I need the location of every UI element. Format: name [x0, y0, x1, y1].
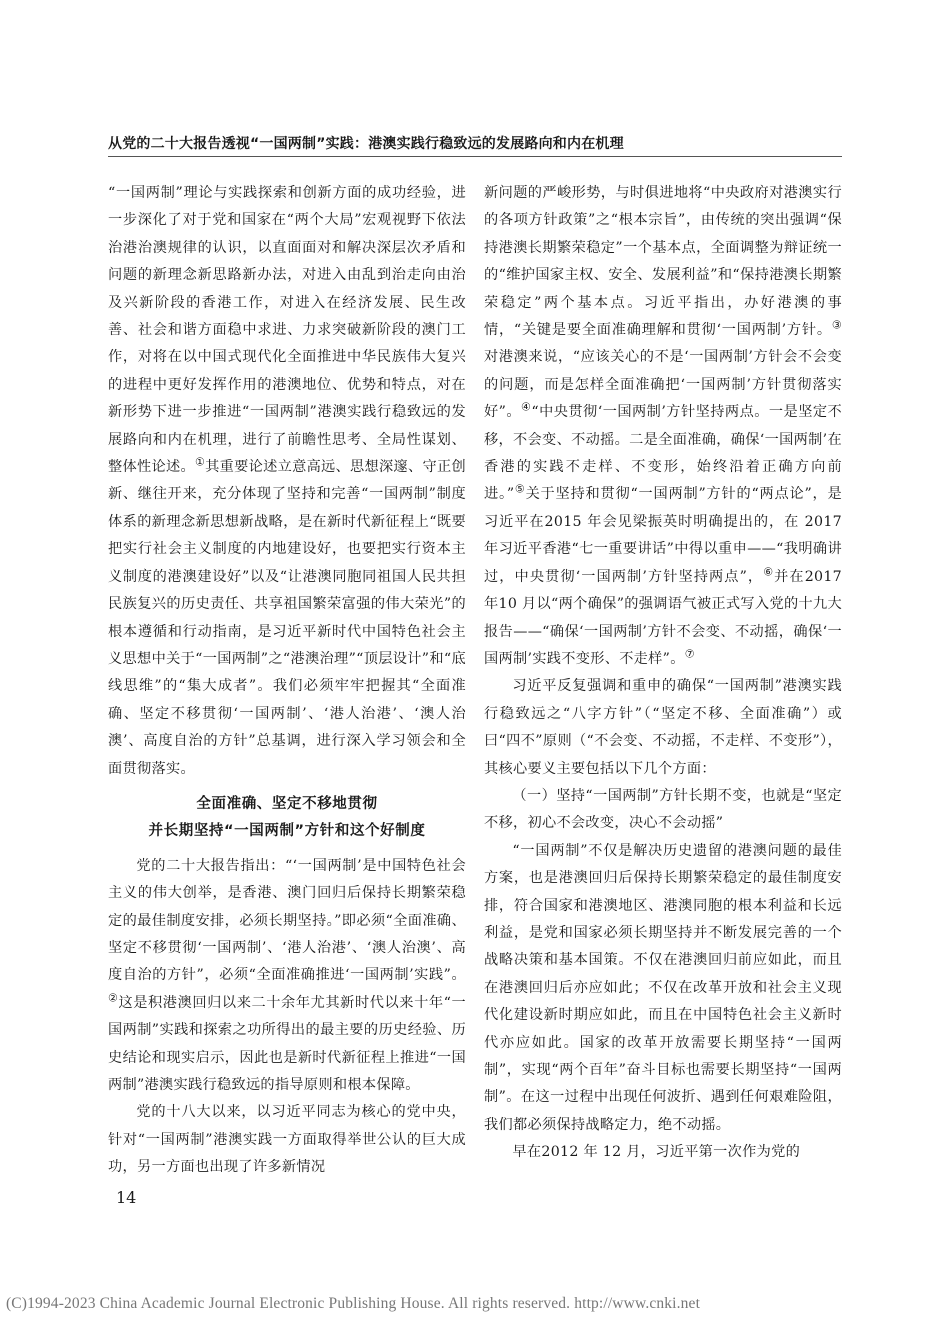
right-paragraph-2: 习近平反复强调和重申的确保“一国两制”港澳实践行稳致远之“八字方针”（“坚定不移、全面准确”）或曰“四不”原则（“不会变、不动摇，不走样、不变形”），其核心要义主要包括以下几个方面：	[484, 678, 842, 777]
left-p2-tail: 这是积港澳回归以来二十余年尤其新时代以来十年“一国两制”实践和探索之功所得出的最主要的历史经验、历史结论和现实启示，因此也是新时代新征程上推进“一国两制”港澳实践行稳致远的指导原则和根本保障。	[108, 994, 466, 1093]
right-paragraph-3: （一）坚持“一国两制”方针长期不变，也就是“坚定不移，初心不会改变，决心不会动摇”	[484, 787, 842, 832]
footnote-ref-5[interactable]: ⑤	[514, 482, 526, 496]
right-p1-e: 并在2017 年10 月以“两个确保”的强调语气被正式写入党的十九大报告——“确保‘一国两制’方针不会变、不动摇，确保‘一国两制’实践不变形、不走样”。	[484, 568, 842, 667]
footnote-ref-2[interactable]: ②	[108, 991, 119, 1005]
left-column	[108, 180, 466, 1182]
footnote-ref-6[interactable]: ⑥	[763, 564, 775, 578]
left-p1-text: “一国两制”理论与实践探索和创新方面的成功经验，进一步深化了对于党和国家在“两个大局”宏观视野下依法治港治澳规律的认识，以直面面对和解决深层次矛盾和问题的新理念新思路新办法，对进入由乱到治走向由治及兴新阶段的香港工作，对进入在经济发展、民生改善、社会和谐方面稳中求进、力求突破新阶段的澳门工作，对将在以中国式现代化全面推进中华民族伟大复兴的进程中更好发挥作用的港澳地位、优势和特点，对在新形势下进一步推进“一国两制”港澳实践行稳致远的发展路向和内在机理，进行了前瞻性思考、全局性谋划、整体性论述。	[108, 185, 466, 476]
right-p1-c: “中央贯彻‘一国两制’方针坚持两点。一是坚定不移，不会变、不动摇。二是全面准确，确保‘一国两制’在香港的实践不走样、不变形，始终沿着正确方向前进。”	[484, 404, 842, 503]
copyright-footer: (C)1994-2023 China Academic Journal Electronic Publishing House. All rights reserved. http://www.cnki.net	[6, 1295, 701, 1312]
page-number: 14	[116, 1188, 137, 1207]
right-paragraph-4: “一国两制”不仅是解决历史遗留的港澳问题的最佳方案，也是港澳回归后保持长期繁荣稳定的最佳制度安排，符合国家和港澳地区、港澳同胞的根本利益和长远利益，是党和国家必须长期坚持并不断发展完善的一个战略决策和基本国策。不仅在港澳回归前应如此，而且在港澳回归后亦应如此；不仅在改革开放和社会主义现代化建设新时期应如此，而且在中国特色社会主义新时代亦应如此。国家的改革开放需要长期坚持“一国两制”，实现“两个百年”奋斗目标也需要长期坚持“一国两制”。在这一过程中出现任何波折、遇到任何艰难险阻，我们都必须保持战略定力，绝不动摇。	[484, 842, 842, 1133]
right-paragraph-1	[484, 180, 842, 673]
right-p1-text: 新问题的严峻形势，与时俱进地将“中央政府对港澳实行的各项方针政策”之“根本宗旨”，由传统的突出强调“保持港澳长期繁荣稳定”一个基本点，全面调整为辩证统一的“维护国家主权、安全、发展利益”和“保持港澳长期繁荣稳定”两个基本点。习近平指出，办好港澳的事情，“关键是要全面准确理解和贯彻‘一国两制’方针。	[484, 185, 842, 339]
footnote-ref-4[interactable]: ④	[521, 400, 532, 414]
section-heading-line-2: 并长期坚持“一国两制”方针和这个好制度	[148, 823, 426, 840]
right-p1-b: 对港澳来说，“应该关心的不是‘一国两制’方针会不会变的问题，而是怎样全面准确把‘一国两制’方针贯彻落实好”。	[484, 349, 842, 421]
section-heading	[108, 791, 466, 846]
left-paragraph-3: 党的十八大以来，以习近平同志为核心的党中央，针对“一国两制”港澳实践一方面取得举世公认的巨大成功，另一方面也出现了许多新情况	[108, 1104, 466, 1176]
left-p1-tail: 其重要论述立意高远、思想深邃、守正创新、继往开来，充分体现了坚持和完善“一国两制”制度体系的新理念新思想新战略，是在新时代新征程上“既要把实行社会主义制度的内地建设好，也要把实行资本主义制度的港澳建设好”以及“让港澳同胞同祖国人民共担民族复兴的历史责任、共享祖国繁荣富强的伟大荣光”的根本遵循和行动指南，是习近平新时代中国特色社会主义思想中关于“一国两制”之“港澳治理”“顶层设计”和“底线思维”的“集大成者”。我们必须牢牢把握其“全面准确、坚定不移贯彻‘一国两制’、‘港人治港’、‘澳人治澳’、高度自治的方针”总基调，进行深入学习领会和全面贯彻落实。	[108, 459, 466, 777]
footnote-ref-7[interactable]: ⑦	[684, 647, 695, 661]
left-paragraph-1	[108, 180, 466, 783]
header-rule	[108, 156, 842, 157]
right-paragraph-5: 早在2012 年 12 月，习近平第一次作为党的	[512, 1144, 801, 1161]
footnote-ref-1[interactable]: ①	[194, 455, 206, 469]
left-paragraph-2	[108, 853, 466, 1100]
section-heading-line-1: 全面准确、坚定不移地贯彻	[196, 795, 378, 812]
left-p2-text: 党的二十大报告指出：“‘一国两制’是中国特色社会主义的伟大创举，是香港、澳门回归后保持长期繁荣稳定的最佳制度安排，必须长期坚持。”即必须“全面准确、坚定不移贯彻‘一国两制’、‘港人治港’、‘澳人治澳’、高度自治的方针”，必须“全面准确推进‘一国两制’实践”。	[108, 857, 466, 984]
footnote-ref-3[interactable]: ③	[831, 318, 842, 332]
right-column	[484, 180, 842, 1167]
running-header: 从党的二十大报告透视“一国两制”实践：港澳实践行稳致远的发展路向和内在机理	[108, 136, 624, 152]
right-p1-d: 关于坚持和贯彻“一国两制”方针的“两点论”，是习近平在2015 年会见梁振英时明确提出的，在 2017 年习近平香港“七一重要讲话”中得以重申——“我明确讲过，中央贯彻‘一国两制’方针坚持两点”，	[484, 486, 842, 585]
